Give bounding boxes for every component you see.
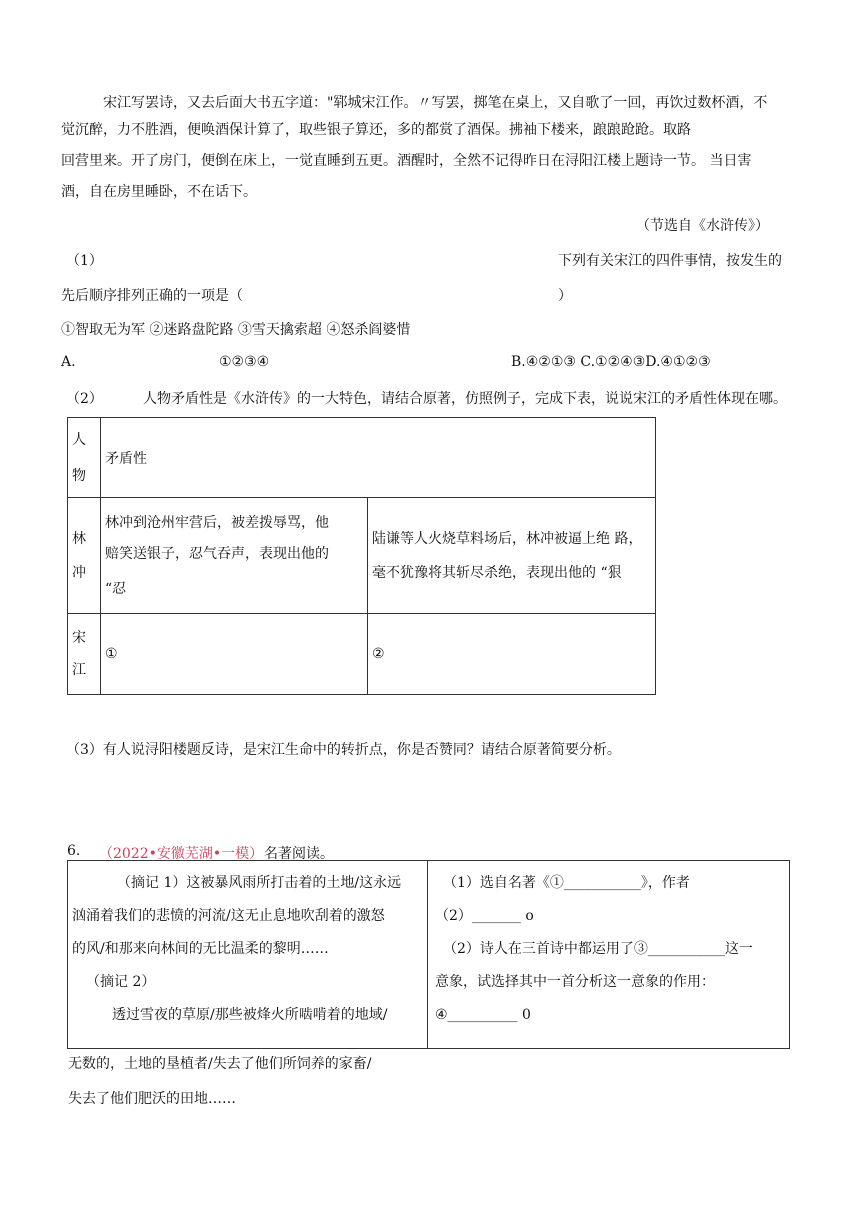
q1-option-a-value: ①②③④ — [219, 354, 270, 370]
q2-stem: 人物矛盾性是《水浒传》的一大特色，请结合原著，仿照例子，完成下表，说说宋江的矛盾性体现在哪。 — [143, 391, 787, 407]
q6-number: 6. — [67, 843, 81, 859]
answer-marker-1: ① — [105, 646, 118, 662]
q6-excerpt-cell — [68, 861, 428, 1049]
passage-line-3: 回营里来。开了房门，便倒在床上，一觉直睡到五更。酒醒时，全然不记得昨日在浔阳江楼上题诗一节。 当日害 — [61, 153, 752, 169]
answer-cell-2[interactable] — [368, 614, 656, 695]
q1-stem-right: 下列有关宋江的四件事情，按发生的 — [558, 253, 782, 269]
excerpt-line: （摘记 1）这被暴风雨所打击着的土地/这永远 — [117, 875, 402, 891]
q3-text: （3）有人说浔阳楼题反诗，是宋江生命中的转折点，你是否赞同？请结合原著简要分析。 — [66, 742, 621, 758]
row-linchong-left — [101, 498, 368, 614]
question-line[interactable]: （2）_______ o — [435, 908, 534, 924]
question-line[interactable]: （1）选自名著《①___________》，作者 — [443, 875, 690, 891]
person-char: 江 — [72, 662, 86, 678]
person-char: 宋 — [72, 630, 86, 646]
cell-text: 林冲到沧州牢营后，被差拨辱骂，他 — [105, 514, 329, 531]
passage-line-2: 觉沉醉，力不胜酒，便唤酒保计算了，取些银子算还，多的都赏了酒保。拂袖下楼来，踉踉跄跄。取路 — [61, 122, 691, 138]
row-linchong-right — [368, 498, 656, 614]
contradiction-table — [67, 417, 656, 695]
cell-text: 陆谦等人火烧草料场后，林冲被逼上绝 路， — [372, 530, 643, 547]
cell-text: 毫不犹豫将其斩尽杀绝，表现出他的 “狠 — [372, 564, 622, 581]
q6-table — [67, 860, 790, 1049]
answer-cell-1[interactable] — [101, 614, 368, 695]
header-trait-cell — [101, 418, 656, 498]
q1-stem-left: 先后顺序排列正确的一项是（ — [61, 288, 243, 304]
excerpt-line: （摘记 2） — [86, 974, 156, 990]
header-person-char-2: 物 — [72, 467, 86, 484]
q6-excerpt-continued-2: 失去了他们肥沃的田地…… — [68, 1091, 236, 1107]
q6-source-tag[interactable]: （2022•安徽芜湖•一模） — [99, 846, 264, 862]
passage-line-4: 酒，自在房里睡卧，不在话下。 — [61, 184, 257, 200]
cell-text: “忍 — [105, 580, 127, 597]
q6-excerpt-continued-1: 无数的，土地的垦植者/失去了他们所饲养的家畜/ — [68, 1056, 372, 1072]
excerpt-line: 透过雪夜的草原/那些被烽火所啮啃着的地域/ — [112, 1007, 388, 1023]
q1-number: （1） — [66, 253, 103, 269]
row-linchong-person — [68, 498, 101, 614]
passage-source: （节选自《水浒传》） — [636, 218, 769, 234]
question-line[interactable]: （2）诗人在三首诗中都运用了③___________这一 — [443, 941, 753, 957]
header-person-cell — [68, 418, 101, 498]
row-songjiang-person — [68, 614, 101, 695]
question-line[interactable]: ④__________ 0 — [435, 1007, 531, 1023]
person-char: 冲 — [72, 564, 86, 581]
q1-options-bcd: B.④②①③ C.①②④③D.④①②③ — [511, 354, 711, 370]
q6-title: 名著阅读。 — [264, 846, 334, 862]
person-char: 林 — [72, 530, 86, 547]
header-person-char-1: 人 — [72, 431, 86, 448]
header-trait-label: 矛盾性 — [105, 450, 147, 467]
passage-line-1: 宋江写罢诗，又去后面大书五字道："郓城宋江作。〃写罢，掷笔在桌上，又自歌了一回，再饮过数杯酒，不 — [103, 95, 768, 111]
q1-paren-close: ） — [558, 288, 572, 304]
excerpt-line: 的风/和那来向林间的无比温柔的黎明…… — [72, 941, 329, 957]
q1-option-a-label: A. — [61, 354, 76, 370]
cell-text: 赔笑送银子，忍气吞声，表现出他的 — [105, 545, 329, 562]
q2-number: （2） — [66, 391, 103, 407]
excerpt-line: 汹涌着我们的悲愤的河流/这无止息地吹刮着的激怒 — [72, 908, 385, 924]
q1-events: ①智取无为军 ②迷路盘陀路 ③雪天擒索超 ④怒杀阎婆惜 — [61, 322, 411, 338]
question-line: 意象，试选择其中一首分析这一意象的作用： — [435, 974, 715, 990]
q6-question-cell — [428, 861, 790, 1049]
answer-marker-2: ② — [372, 646, 385, 662]
